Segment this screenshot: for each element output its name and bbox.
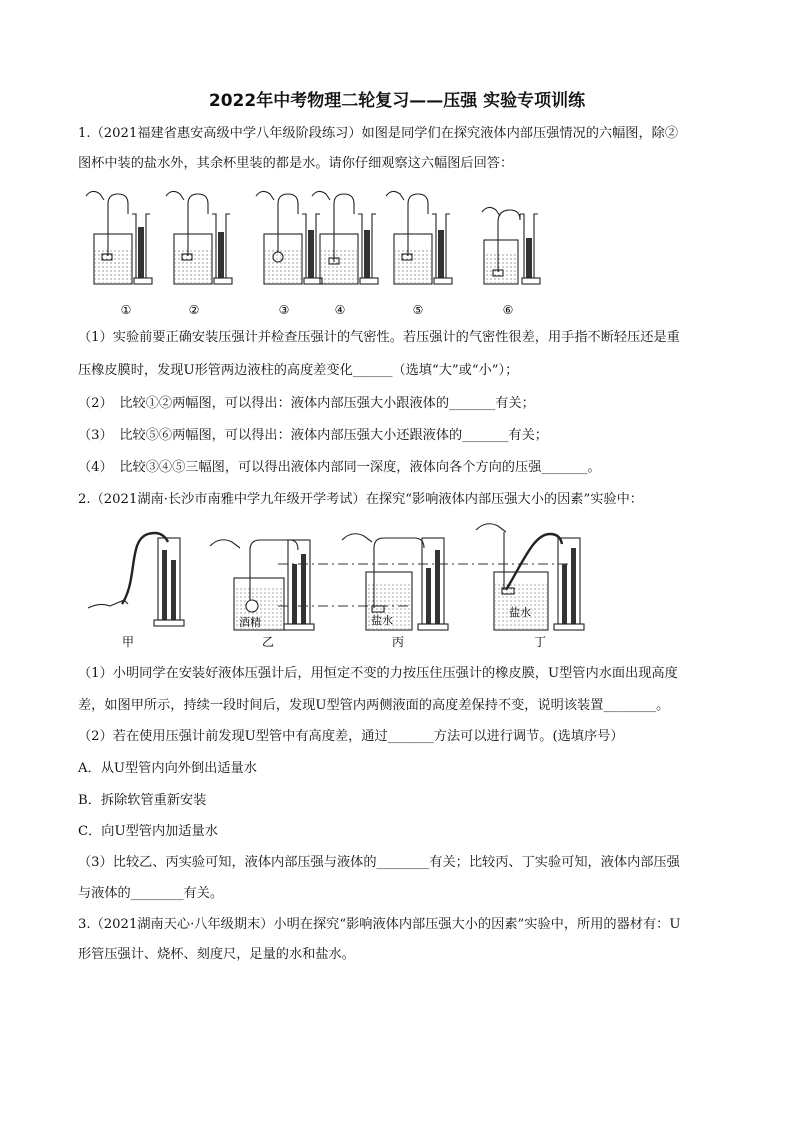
- q1-fig-label-4: ④: [334, 303, 346, 317]
- q2-liquid-label-bing: 盐水: [371, 614, 393, 627]
- q2-fig-label-ding: 丁: [533, 635, 547, 649]
- q2-part2: （2）若在使用压强计前发现U型管中有高度差，通过_______方法可以进行调节。(选填序号）: [78, 729, 624, 744]
- q2-figure: [78, 520, 598, 652]
- q2-fig-label-yi: 乙: [261, 635, 275, 649]
- q1-fig-label-6: ⑥: [502, 303, 514, 317]
- q1-apparatus-4: [312, 191, 378, 284]
- q3-stem-line1: 3.（2021湖南天心·八年级期末）小明在探究“影响液体内部压强大小的因素”实验中，所用的器材有：U: [78, 917, 681, 932]
- q1-apparatus-5: [386, 191, 452, 284]
- q2-fig-label-jia: 甲: [121, 635, 135, 649]
- q2-liquid-label-ding: 盐水: [509, 606, 531, 619]
- q1-stem-line1: 1.（2021福建省惠安高级中学八年级阶段练习）如图是同学们在探究液体内部压强情况的六幅图，除②: [78, 126, 679, 141]
- q1-apparatus-2: [166, 191, 232, 284]
- q2-apparatus-bing: [342, 534, 448, 630]
- q2-liquid-label-yi: 酒精: [239, 616, 261, 629]
- q1-apparatus-3: [256, 191, 322, 284]
- q1-part3: （3） 比较⑤⑥两幅图，可以得出：液体内部压强大小还跟液体的_______有关；: [78, 428, 548, 443]
- q2-part3-line2: 与液体的________有关。: [78, 886, 224, 901]
- q2-apparatus-jia: [88, 533, 184, 626]
- q1-part2: （2） 比较①②两幅图，可以得出：液体内部压强大小跟液体的_______有关；: [78, 396, 535, 411]
- q1-apparatus-1: [86, 191, 152, 284]
- q3-stem-line2: 形管压强计、烧杯、刻度尺，足量的水和盐水。: [78, 947, 355, 962]
- q1-apparatus-6: [482, 207, 540, 284]
- q1-figure: [78, 182, 558, 320]
- q1-fig-label-3: ③: [278, 303, 290, 317]
- q1-fig-label-1: ①: [120, 303, 132, 317]
- q2-apparatus-yi: [210, 540, 314, 630]
- q1-fig-label-5: ⑤: [412, 303, 424, 317]
- q2-part3-line1: （3）比较乙、丙实验可知，液体内部压强与液体的________有关；比较丙、丁实验可知，液体内部压强: [78, 855, 680, 870]
- q2-part1-line1: （1）小明同学在安装好液体压强计后，用恒定不变的力按压住压强计的橡皮膜，U型管内水面出现高度: [78, 666, 678, 681]
- q1-part1-line2: 压橡皮膜时，发现U形管两边液柱的高度差变化______（选填“大”或“小”）；: [78, 363, 519, 378]
- q2-option-b: B．拆除软管重新安装: [78, 793, 207, 808]
- q1-part4: （4） 比较③④⑤三幅图，可以得出液体内部同一深度，液体向各个方向的压强_______。: [78, 460, 601, 475]
- q2-option-c: C．向U型管内加适量水: [78, 824, 218, 839]
- q2-stem: 2.（2021湖南·长沙市南雅中学九年级开学考试）在探究“影响液体内部压强大小的因素”实验中：: [78, 492, 643, 507]
- q2-option-a: A．从U型管内向外倒出适量水: [78, 761, 257, 776]
- q1-part1-line1: （1）实验前要正确安装压强计并检查压强计的气密性。若压强计的气密性很差，用手指不断轻压还是重: [78, 330, 680, 345]
- q2-part1-line2: 差，如图甲所示，持续一段时间后，发现U型管内两侧液面的高度差保持不变，说明该装置________。: [78, 698, 670, 713]
- q1-fig-label-2: ②: [188, 303, 200, 317]
- page-title: 2022年中考物理二轮复习——压强 实验专项训练: [208, 91, 586, 111]
- q2-fig-label-bing: 丙: [391, 635, 405, 649]
- q1-stem-line2: 图杯中装的盐水外，其余杯里装的都是水。请你仔细观察这六幅图后回答：: [78, 156, 514, 171]
